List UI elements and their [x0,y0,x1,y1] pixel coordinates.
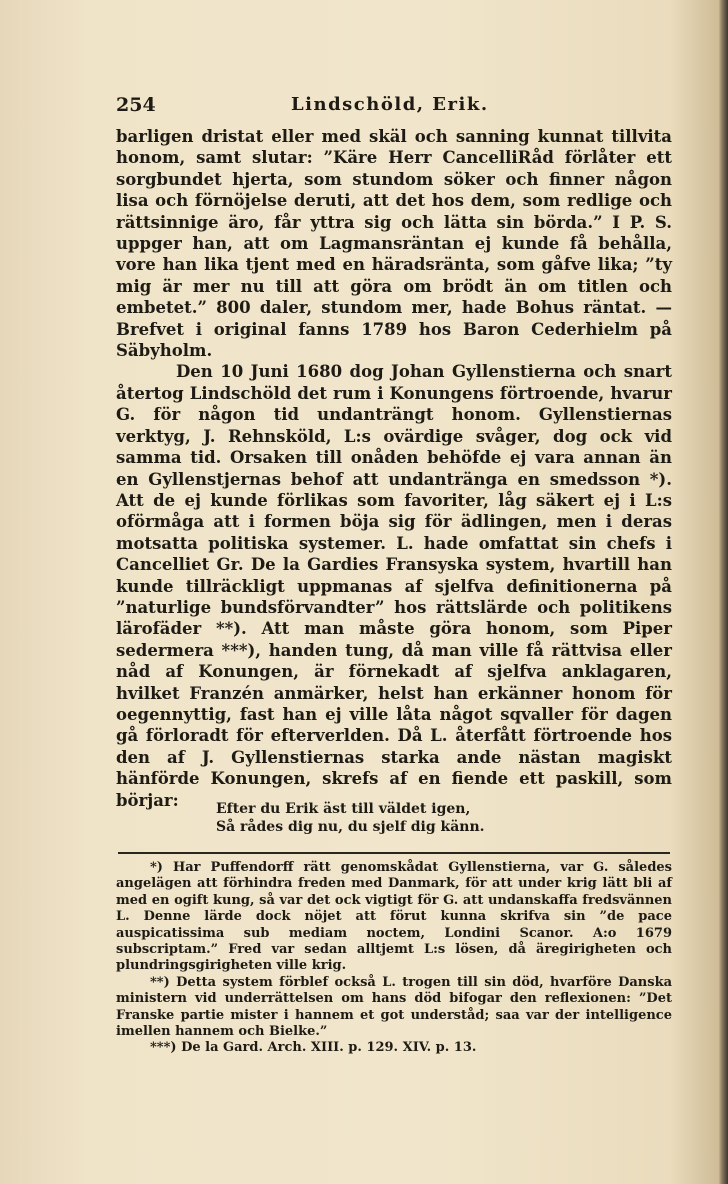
footnote-3: ***) De la Gard. Arch. XIII. p. 129. XIV. p. 13. [150,1040,477,1056]
page-edge [718,0,728,1184]
running-title: Lindschöld, Erik. [291,94,489,115]
footnotes [116,860,672,1057]
main-text [116,126,672,811]
verse-line-2: Så rådes dig nu, du sjelf dig känn. [216,819,485,835]
paragraph-1: barligen dristat eller med skäl och sanning kunnat tillvita honom, samt slutar: ”Käre Herr CancelliRåd förlåter ett sorgbundet hjerta, som stundom söker och finner någon lisa och förnöjelse deruti, att det hos dem, som redlige och rättsinnige äro, får yttra sig och lätta sin börda.” I P. S. uppger han, att om Lagmansräntan ej kunde få behålla, vore han lika tjent med en häradsränta, som gåfve lika; ”ty mig är mer nu till att göra om brödt än om titlen och embetet.” 800 daler, stundom mer, hade Bohus räntat. — Brefvet i original fanns 1789 hos Baron Cederhielm på Säbyholm. [116,127,672,361]
footnote-1: *) Har Puffendorff rätt genomskådat Gyllenstierna, var G. således angelägen att förhindra freden med Danmark, för att under krig lätt bli af med en ogift kung, så var det ock vigtigt för G. att undanskaffa fredsvännen L. Denne lärde dock nöjet att förut kunna skrifva sin ”de pace auspicatissima sub mediam noctem, Londini Scanor. A:o 1679 subscriptam.” Fred var sedan alltjemt L:s lösen, då äregirigheten och plundringsgirigheten ville krig. [116,860,672,974]
verse-line-1: Efter du Erik äst till väldet igen, [216,801,471,817]
footnote-divider [118,852,670,854]
paragraph-2: Den 10 Juni 1680 dog Johan Gyllenstierna och snart återtog Lindschöld det rum i Konungens förtroende, hvarur G. för någon tid undanträngt honom. Gyllenstiernas verktyg, J. Rehnsköld, L:s ovärdige svåger, dog ock vid samma tid. Orsaken till onåden behöfde ej vara annan än en Gyllenstjernas behof att undantränga en smedsson *). Att de ej kunde förlikas som favoriter, låg säkert ej i L:s oförmåga att i formen böja sig för ädlingen, men i deras motsatta politiska systemer. L. hade omfattat sin chefs i Cancelliet Gr. De la Gardies Fransyska system, hvartill han kunde tillräckligt uppmanas af sjelfva definitionerna på ”naturlige bundsförvandter” hos rättslärde och politikens lärofäder **). Att man måste göra honom, som Piper sedermera ***), handen tung, då man ville få rättvisa eller nåd af Konungen, är förnekadt af sjelfva anklagaren, hvilket Franzén anmärker, helst han erkänner honom för oegennyttig, fast han ej ville låta något sqvaller för dagen gå förloradt för efterverlden. Då L. återfått förtroende hos den af J. Gyllenstiernas starka ande nästan magiskt hänförde Konungen, skrefs af en fiende ett paskill, som börjar: [116,362,672,810]
verse-quote [216,800,616,836]
page-header [116,94,668,118]
page-number: 254 [116,94,156,116]
footnote-2: **) Detta system förblef också L. trogen till sin död, hvarföre Danska ministern vid underrättelsen om hans död bifogar den reflexionen: ”Det Franske partie mister i hannem et got underståd; saa var der intelligence imellen hannem och Bielke.” [116,974,672,1040]
